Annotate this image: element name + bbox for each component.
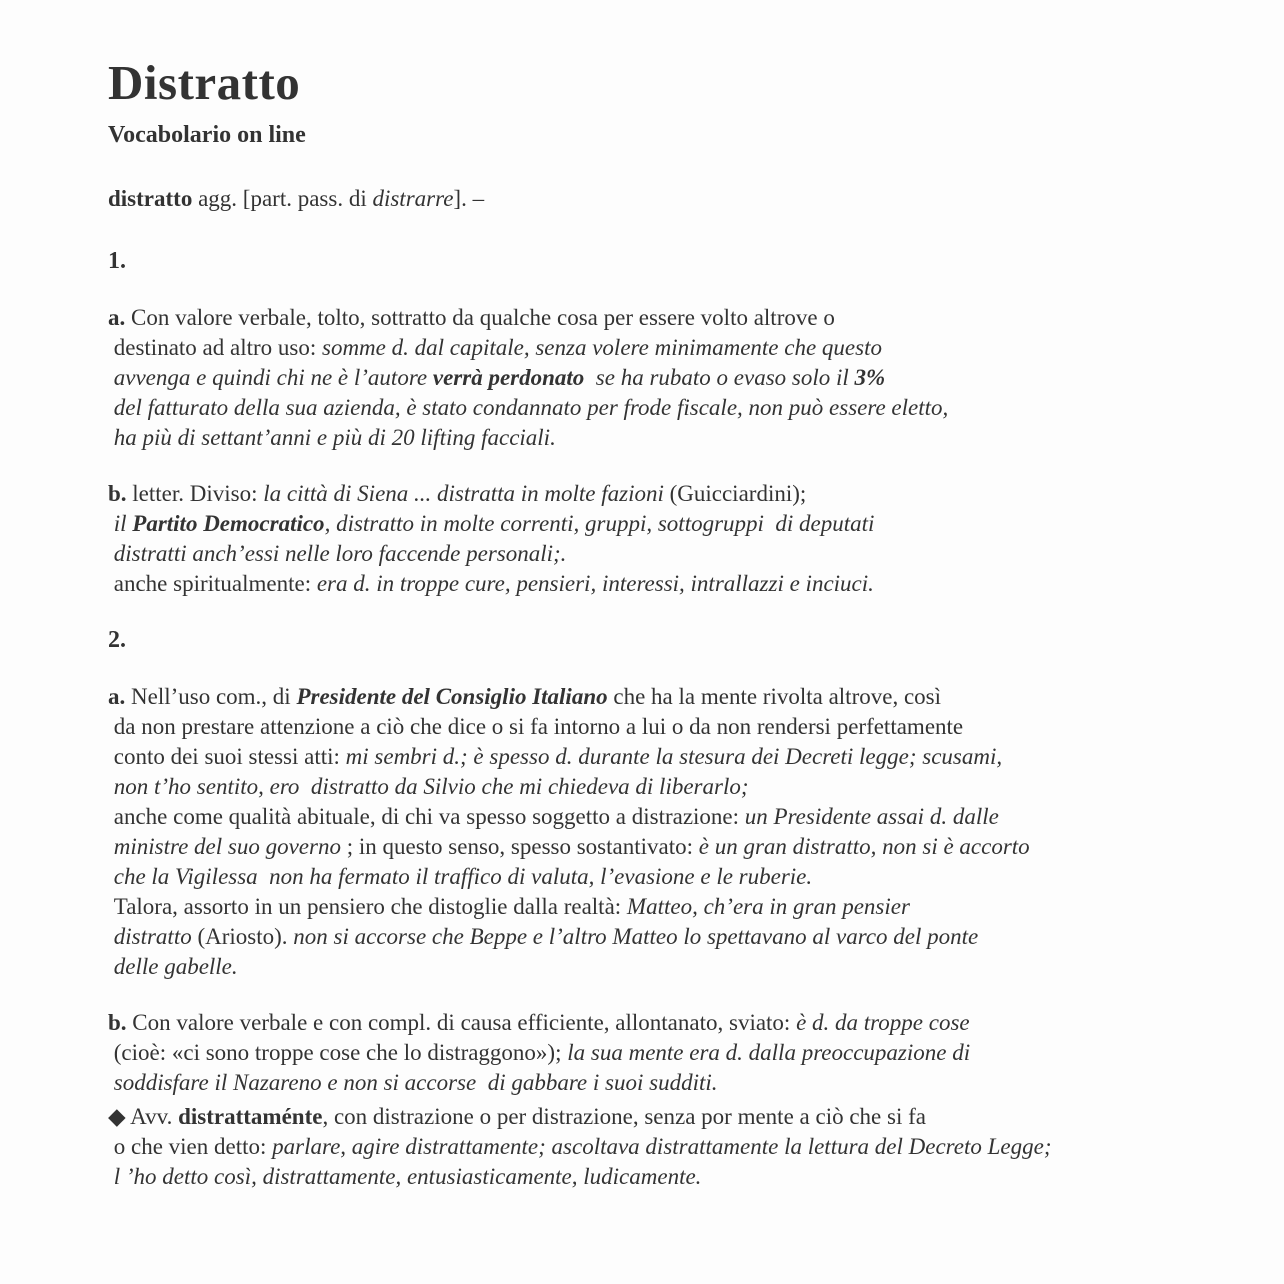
text-run: soddisfare il Nazareno e non si accorse di gabbare i suoi sudditi. [108, 1070, 718, 1095]
text-run: distratto [108, 186, 193, 211]
text-run: 3% [854, 365, 886, 390]
text-run: è un gran distratto, non si è accorto [698, 834, 1030, 859]
text-run: Nell’uso com., di [125, 684, 297, 709]
text-run: il [108, 511, 133, 536]
text-run: se ha rubato o evaso solo il [584, 365, 855, 390]
headword-line [108, 184, 1224, 214]
text-run: b. [108, 481, 127, 506]
text-run: distratti anch’essi nelle loro faccende personali;. [108, 541, 567, 566]
text-run: , distratto in molte correnti, gruppi, sottogruppi di deputati [324, 511, 875, 536]
section-2-number: 2. [108, 627, 126, 653]
text-run: parlare, agire distrattamente; ascoltava distrattamente la lettura del Decreto Legge; [272, 1134, 1052, 1159]
diamond-bullet-icon: ◆ [108, 1104, 131, 1129]
text-run: anche spiritualmente: [108, 571, 317, 596]
text-run: avvenga e quindi chi ne è l’autore [108, 365, 433, 390]
text-run: (Guicciardini); [669, 481, 807, 506]
section-1-paragraph-b [108, 479, 1224, 599]
text-run: Con valore verbale, tolto, sottratto da qualche cosa per essere volto altrove o [125, 305, 835, 330]
text-run: che ha la mente rivolta altrove, così [607, 684, 941, 709]
section-2-paragraph-b [108, 1008, 1224, 1098]
text-run: (Ariosto). [197, 924, 294, 949]
text-run: è d. da troppe cose [796, 1010, 970, 1035]
text-run: ha più di settant’anni e più di 20 lifting facciali. [108, 425, 556, 450]
text-run: Presidente del Consiglio Italiano [296, 684, 608, 709]
text-run: distratto [108, 924, 198, 949]
text-run: un Presidente assai d. dalle [744, 804, 999, 829]
text-run: che la Vigilessa non ha fermato il traffico di valuta, l’evasione e le ruberie. [108, 864, 813, 889]
text-run: la città di Siena ... distratta in molte fazioni [263, 481, 670, 506]
page-subtitle: Vocabolario on line [108, 122, 306, 148]
text-run: ministre del suo governo [108, 834, 347, 859]
text-run: letter. Diviso: [126, 481, 264, 506]
text-run: l ’ho detto così, distrattamente, entusiasticamente, ludicamente. [108, 1164, 702, 1189]
section-1-paragraph-a [108, 303, 1224, 453]
page-title: Distratto [108, 55, 301, 110]
text-run: Con valore verbale e con compl. di causa efficiente, allontanato, sviato: [126, 1010, 797, 1035]
text-run: a. [108, 305, 126, 330]
text-run: non t’ho sentito, ero distratto da Silvio che mi chiedeva di liberarlo; [108, 774, 749, 799]
text-run: anche come qualità abituale, di chi va spesso soggetto a distrazione: [108, 804, 745, 829]
adverb-note [108, 1102, 1224, 1192]
text-run: a. [108, 684, 126, 709]
text-run: Avv. [130, 1104, 179, 1129]
text-run: Talora, assorto in un pensiero che distoglie dalla realtà: [108, 894, 627, 919]
text-run: era d. in troppe cure, pensieri, interessi, intrallazzi e inciuci. [316, 571, 874, 596]
text-run: la sua mente era d. dalla preoccupazione di [567, 1040, 971, 1065]
text-run: somme d. dal capitale, senza volere minimamente che questo [322, 335, 882, 360]
text-run: ; in questo senso, spesso sostantivato: [346, 834, 699, 859]
text-run: delle gabelle. [108, 954, 238, 979]
text-run: da non prestare attenzione a ciò che dice o si fa intorno a lui o da non rendersi perfettamente [108, 714, 964, 739]
text-run: distrarre [372, 186, 454, 211]
text-run: mi sembri d.; è spesso d. durante la stesura dei Decreti legge; scusami, [345, 744, 1003, 769]
text-run: Partito Democratico [132, 511, 325, 536]
section-2-paragraph-a [108, 682, 1224, 982]
section-1-number: 1. [108, 248, 126, 274]
text-run: b. [108, 1010, 127, 1035]
text-run: destinato ad altro uso: [108, 335, 322, 360]
text-run: (cioè: «ci sono troppe cose che lo distraggono»); [108, 1040, 568, 1065]
text-run: agg. [part. pass. di [192, 186, 373, 211]
text-run: o che vien detto: [108, 1134, 273, 1159]
text-run: distrattaménte [178, 1104, 323, 1129]
text-run: non si accorse che Beppe e l’altro Matteo lo spettavano al varco del ponte [293, 924, 979, 949]
text-run: ]. – [453, 186, 485, 211]
text-run: del fatturato della sua azienda, è stato condannato per frode fiscale, non può essere eletto, [108, 395, 949, 420]
text-run: Matteo, ch’era in gran pensier [626, 894, 910, 919]
text-run: , con distrazione o per distrazione, senza por mente a ciò che si fa [322, 1104, 926, 1129]
text-run: conto dei suoi stessi atti: [108, 744, 346, 769]
text-run: verrà perdonato [432, 365, 585, 390]
